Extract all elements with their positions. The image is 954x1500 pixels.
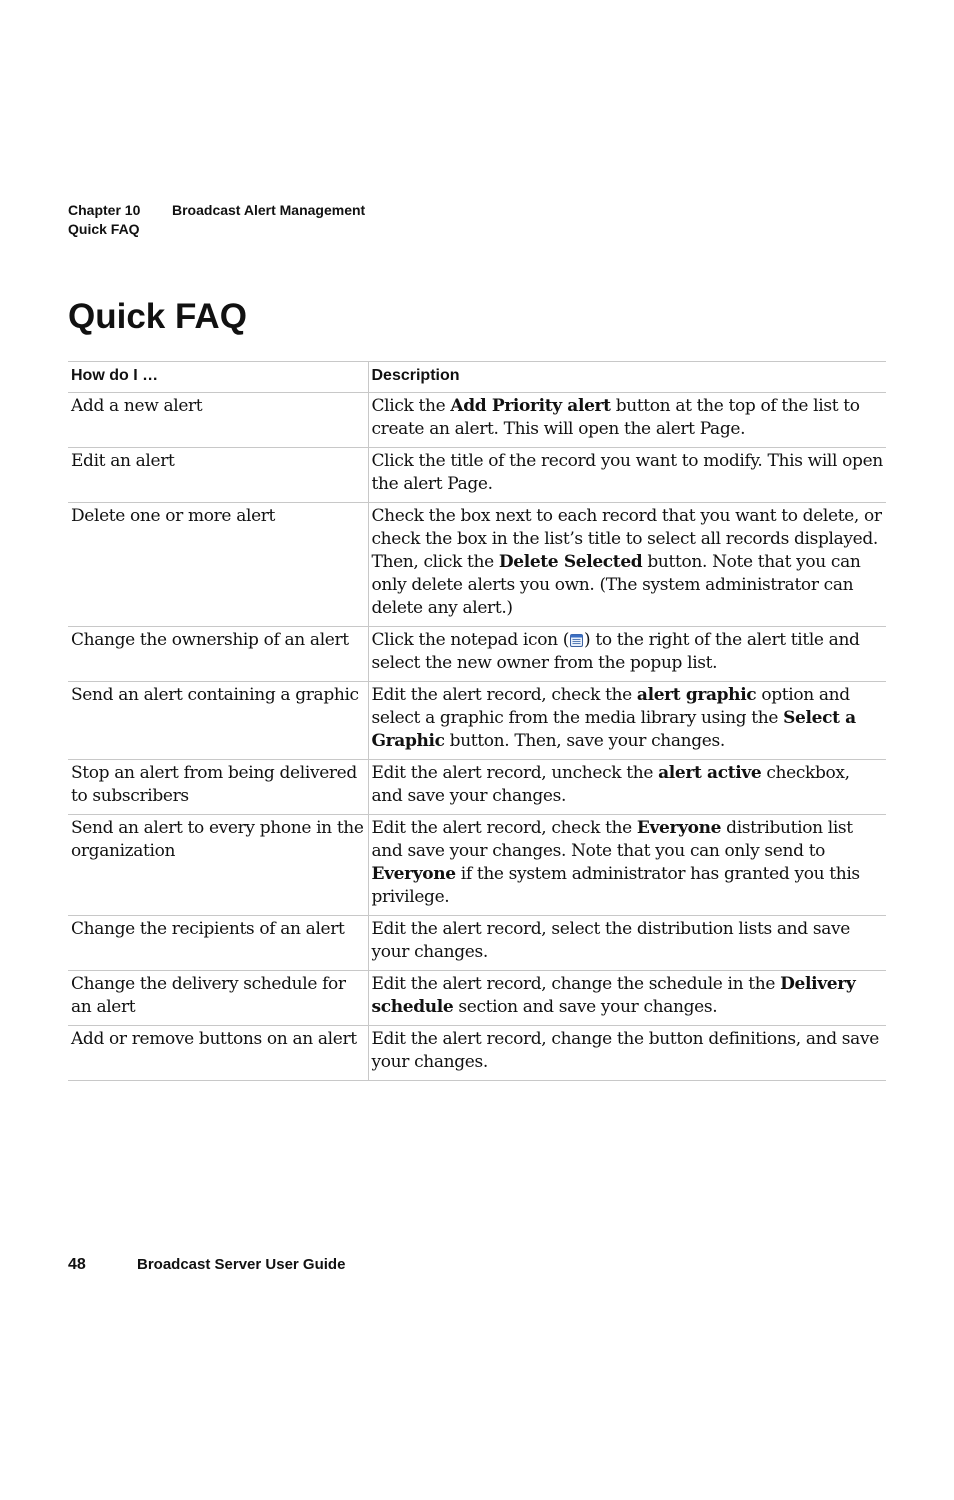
bold-ui-term: Select a Graphic bbox=[371, 708, 856, 751]
description-text: Edit the alert record, uncheck the bbox=[371, 763, 659, 783]
faq-row bbox=[68, 627, 886, 682]
description-text: button. Note that you can only delete alerts you own. (The system administrator can delete any alert.) bbox=[371, 552, 861, 618]
faq-question: Delete one or more alert bbox=[68, 503, 368, 627]
description-text: if the system administrator has granted you this privilege. bbox=[371, 864, 860, 907]
page-title: Quick FAQ bbox=[68, 297, 247, 336]
bold-ui-term: alert graphic bbox=[636, 685, 757, 705]
description-text: checkbox, and save your changes. bbox=[371, 763, 850, 806]
description-text: button. Then, save your changes. bbox=[444, 731, 725, 751]
faq-description bbox=[368, 971, 886, 1026]
faq-table-body bbox=[68, 393, 886, 1081]
description-text: Click the bbox=[371, 396, 451, 416]
description-text: section and save your changes. bbox=[453, 997, 718, 1017]
faq-description bbox=[368, 916, 886, 971]
faq-question: Change the recipients of an alert bbox=[68, 916, 368, 971]
faq-row bbox=[68, 916, 886, 971]
bold-ui-term: Everyone bbox=[371, 864, 456, 884]
notepad-icon bbox=[570, 631, 583, 644]
description-text: button at the top of the list to create an alert. This will open the alert Page. bbox=[371, 396, 860, 439]
bold-ui-term: Add Priority alert bbox=[450, 396, 611, 416]
faq-row bbox=[68, 971, 886, 1026]
faq-question: Send an alert to every phone in the organization bbox=[68, 815, 368, 916]
book-title: Broadcast Server User Guide bbox=[137, 1256, 346, 1273]
bold-ui-term: Delete Selected bbox=[498, 552, 643, 572]
faq-table bbox=[68, 361, 886, 1081]
faq-row bbox=[68, 682, 886, 760]
faq-description bbox=[368, 760, 886, 815]
faq-question: Edit an alert bbox=[68, 448, 368, 503]
bold-ui-term: alert active bbox=[658, 763, 762, 783]
description-text: Edit the alert record, select the distribution lists and save your changes. bbox=[371, 919, 850, 962]
faq-description bbox=[368, 503, 886, 627]
faq-description bbox=[368, 682, 886, 760]
faq-description bbox=[368, 448, 886, 503]
chapter-number: Chapter 10 bbox=[68, 202, 141, 218]
bold-ui-term: Delivery schedule bbox=[371, 974, 856, 1017]
section-name: Quick FAQ bbox=[68, 221, 140, 237]
faq-description bbox=[368, 393, 886, 448]
chapter-title: Broadcast Alert Management bbox=[172, 202, 366, 218]
running-footer bbox=[68, 1255, 345, 1275]
running-header bbox=[68, 201, 365, 239]
faq-header-row bbox=[68, 362, 886, 393]
faq-row bbox=[68, 815, 886, 916]
faq-row bbox=[68, 393, 886, 448]
description-text: option and select a graphic from the media library using the bbox=[371, 685, 850, 728]
description-text: Edit the alert record, change the schedule in the bbox=[371, 974, 781, 994]
description-text: distribution list and save your changes. Note that you can only send to bbox=[371, 818, 853, 861]
column-header-description: Description bbox=[368, 362, 886, 393]
faq-row bbox=[68, 760, 886, 815]
column-header-question: How do I … bbox=[68, 362, 368, 393]
description-text: Edit the alert record, check the bbox=[371, 818, 637, 838]
faq-question: Change the delivery schedule for an alert bbox=[68, 971, 368, 1026]
faq-row bbox=[68, 448, 886, 503]
faq-description bbox=[368, 815, 886, 916]
faq-question: Add a new alert bbox=[68, 393, 368, 448]
faq-row bbox=[68, 1026, 886, 1081]
faq-row bbox=[68, 503, 886, 627]
bold-ui-term: Everyone bbox=[636, 818, 722, 838]
description-text: Click the title of the record you want to modify. This will open the alert Page. bbox=[371, 451, 883, 494]
faq-question: Add or remove buttons on an alert bbox=[68, 1026, 368, 1081]
faq-question: Send an alert containing a graphic bbox=[68, 682, 368, 760]
faq-question: Stop an alert from being delivered to subscribers bbox=[68, 760, 368, 815]
description-text: Click the notepad icon ( bbox=[371, 630, 570, 650]
description-text: Edit the alert record, change the button definitions, and save your changes. bbox=[371, 1029, 879, 1072]
description-text: ) to the right of the alert title and select the new owner from the popup list. bbox=[371, 630, 860, 673]
faq-description bbox=[368, 627, 886, 682]
description-text: Edit the alert record, check the bbox=[371, 685, 637, 705]
page-number: 48 bbox=[68, 1256, 86, 1273]
faq-description bbox=[368, 1026, 886, 1081]
description-text: Check the box next to each record that you want to delete, or check the box in the list’s title to select all records displayed. Then, click the bbox=[371, 506, 882, 572]
faq-question: Change the ownership of an alert bbox=[68, 627, 368, 682]
